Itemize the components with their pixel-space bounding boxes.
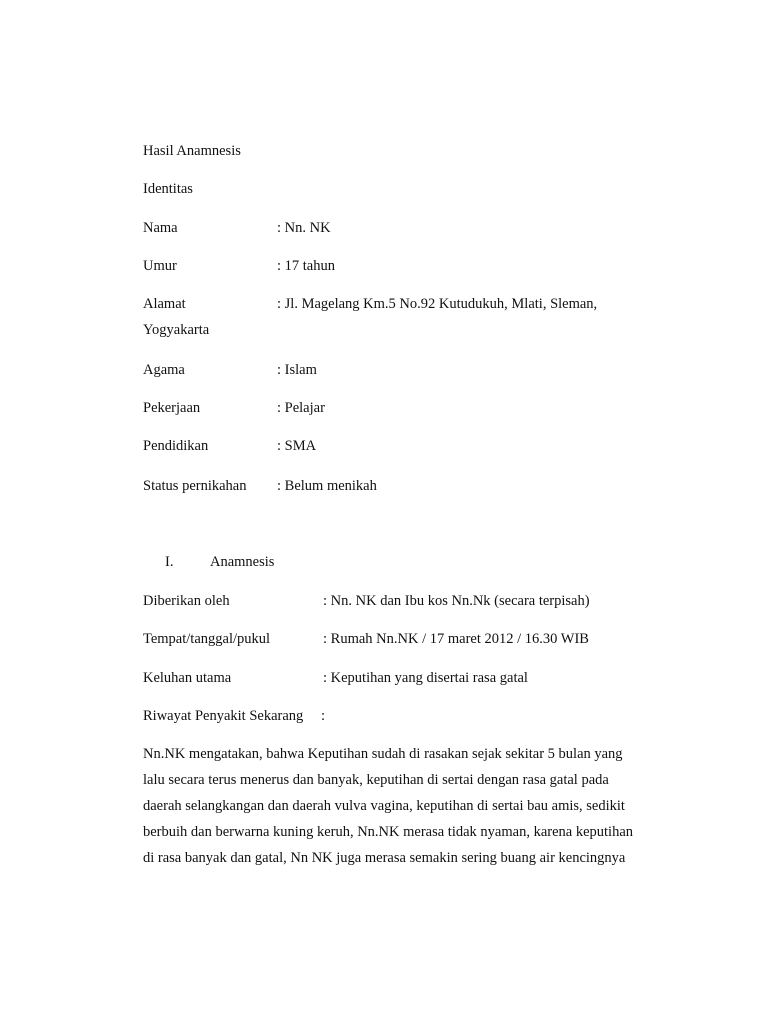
umur-value: : 17 tahun (277, 258, 335, 274)
keluhan-utama-value: : Keputihan yang disertai rasa gatal (323, 670, 528, 686)
tempat-tanggal-pukul-label: Tempat/tanggal/pukul (143, 631, 271, 647)
status-pernikahan-value: : Belum menikah (277, 478, 377, 494)
document-heading: Hasil Anamnesis (143, 143, 241, 159)
nama-value: : Nn. NK (277, 220, 331, 236)
alamat-value: : Jl. Magelang Km.5 No.92 Kutudukuh, Mlati, Sleman, (277, 296, 598, 312)
riwayat-paragraph (143, 741, 663, 871)
paragraph-line: berbuih dan berwarna kuning keruh, Nn.NK merasa tidak nyaman, karena keputihan (143, 824, 634, 840)
section-title: Anamnesis (210, 554, 275, 570)
umur-label: Umur (143, 258, 177, 274)
riwayat-label: Riwayat Penyakit Sekarang (143, 708, 304, 724)
alamat-label: Alamat (143, 296, 186, 312)
alamat-continuation: Yogyakarta (143, 322, 210, 338)
riwayat-colon: : (321, 708, 326, 724)
pekerjaan-value: : Pelajar (277, 400, 325, 416)
keluhan-utama-label: Keluhan utama (143, 670, 232, 686)
diberikan-oleh-label: Diberikan oleh (143, 593, 230, 609)
section-number: I. (165, 554, 174, 570)
nama-label: Nama (143, 220, 178, 236)
identitas-title: Identitas (143, 181, 193, 197)
pendidikan-label: Pendidikan (143, 438, 209, 454)
paragraph-line: di rasa banyak dan gatal, Nn NK juga merasa semakin sering buang air kencingnya (143, 850, 626, 866)
diberikan-oleh-value: : Nn. NK dan Ibu kos Nn.Nk (secara terpisah) (323, 593, 590, 609)
tempat-tanggal-pukul-value: : Rumah Nn.NK / 17 maret 2012 / 16.30 WIB (323, 631, 589, 647)
paragraph-line: daerah selangkangan dan daerah vulva vagina, keputihan di sertai bau amis, sedikit (143, 798, 625, 814)
pekerjaan-label: Pekerjaan (143, 400, 201, 416)
pendidikan-value: : SMA (277, 438, 317, 454)
agama-value: : Islam (277, 362, 317, 378)
agama-label: Agama (143, 362, 185, 378)
paragraph-line: Nn.NK mengatakan, bahwa Keputihan sudah di rasakan sejak sekitar 5 bulan yang (143, 746, 623, 762)
paragraph-line: lalu secara terus menerus dan banyak, keputihan di sertai dengan rasa gatal pada (143, 772, 609, 788)
status-pernikahan-label: Status pernikahan (143, 478, 247, 494)
